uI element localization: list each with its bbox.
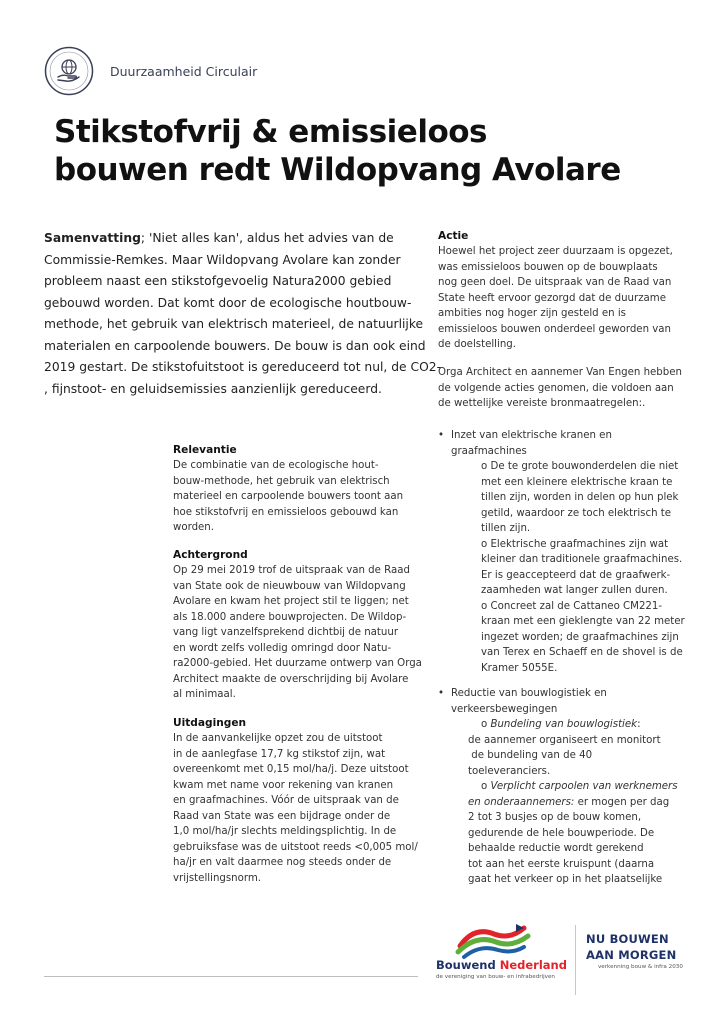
text-line: gebruiksfase was de uitstoot reeds <0,005 mol/ [173, 841, 418, 853]
text-line: getild, waardoor ze toch elektrisch te [481, 507, 672, 519]
text-line: ingezet worden; de graafmachines zijn [481, 631, 679, 643]
text-line: Kramer 5055E. [481, 662, 558, 674]
summary-line: 2019 gestart. De stikstofuitstoot is gereduceerd tot nul, de CO2- [44, 360, 442, 374]
category-label: Duurzaamheid Circulair [110, 64, 258, 79]
text-line: was emissieloos bouwen op de bouwplaats [438, 261, 658, 273]
sub-bullet-marker: o [481, 461, 488, 472]
brand-tagline: de vereniging van bouw- en infrabedrijven [436, 974, 555, 980]
text-line: kleiner dan traditionele graafmachines. [481, 554, 683, 565]
section-title: Relevantie [173, 444, 237, 456]
slogan-line: NU BOUWEN [586, 932, 669, 946]
brand-name: Bouwend [436, 958, 500, 972]
text-line: verkeersbewegingen [451, 703, 558, 715]
bullet-marker: • [438, 430, 445, 441]
text-line: overeenkomt met 0,15 mol/ha/j. Deze uitstoot [173, 764, 409, 775]
text-line: worden. [173, 522, 215, 533]
text-line: de doelstelling. [438, 339, 516, 350]
text-line: ambities nog hoger zijn gesteld en is [438, 308, 626, 319]
text-line: : [637, 719, 641, 730]
summary-line: gebouwd worden. Dat komt door de ecologische houtbouw- [44, 295, 412, 310]
text-line: de aannemer organiseert en monitort [468, 734, 661, 746]
text-line: De combinatie van de ecologische hout- [173, 460, 379, 471]
text-line: al minimaal. [173, 689, 236, 700]
text-line: van State ook de nieuwbouw van Wildopvang [173, 580, 406, 592]
text-line: Orga Architect en aannemer Van Engen hebben [438, 367, 682, 378]
section-actie [438, 229, 708, 353]
page-title [54, 113, 704, 189]
title-line: Stikstofvrij & emissieloos [54, 114, 487, 150]
text-line: Er is geaccepteerd dat de graafwerk- [481, 569, 671, 581]
footer-divider [44, 976, 418, 977]
section-achtergrond [173, 548, 422, 703]
logo-separator [575, 925, 576, 995]
italic-text: en onderaannemers: [468, 796, 575, 808]
text-line: tillen zijn, worden in delen op hun plek [481, 492, 679, 503]
summary-line: , fijnstoot- en geluidsemissies aanzienlijk gereduceerd. [44, 381, 382, 396]
nu-bouwen-logo [586, 932, 706, 970]
text-line: zaamheden wat langer zullen duren. [481, 585, 668, 596]
text-line: Concreet zal de Cattaneo CM221- [490, 600, 663, 612]
section-uitdagingen [173, 716, 418, 886]
brand-name-accent: Nederland [499, 958, 567, 972]
sub-bullet-marker: o [481, 600, 488, 612]
text-line: met een kleinere elektrische kraan te [481, 476, 673, 488]
sub-bullet-marker: o [481, 538, 488, 550]
text-line: 1,0 mol/ha/jr slechts meldingsplichtig. In de [173, 826, 397, 837]
text-line: van Terex en Schaeff en de shovel is de [481, 647, 683, 658]
section-relevantie [173, 443, 413, 536]
bouwend-nederland-logo-icon [454, 920, 534, 960]
text-line: behaalde reductie wordt gerekend [468, 843, 644, 854]
slogan-line: AAN MORGEN [586, 948, 677, 962]
bouwend-nederland-logo [436, 920, 566, 1000]
summary-line: probleem naast een stikstofgevoelig Natura2000 gebied [44, 274, 392, 288]
text-line: Raad van State was een bijdrage onder de [173, 810, 391, 822]
text-line: en wordt zelfs volledig omringd door Natu- [173, 642, 392, 654]
text-line: Reductie van bouwlogistiek en [451, 688, 607, 699]
summary-paragraph [44, 228, 442, 400]
sub-bullet-marker: o [481, 719, 488, 730]
text-line: Inzet van elektrische kranen en [451, 430, 612, 441]
text-line: tillen zijn. [481, 523, 531, 534]
text-line: en graafmachines. Vóór de uitspraak van de [173, 795, 399, 806]
text-line: 2 tot 3 busjes op de bouw komen, [468, 812, 642, 823]
text-line: Hoewel het project zeer duurzaam is opgezet, [438, 246, 673, 257]
text-line: In de aanvankelijke opzet zou de uitstoot [173, 733, 383, 744]
text-line: Elektrische graafmachines zijn wat [490, 538, 669, 550]
summary-line: methode, het gebruik van elektrisch materieel, de natuurlijke [44, 317, 424, 331]
text-line: materieel en carpoolende bouwers toont aan [173, 491, 404, 502]
globe-in-hand-icon [44, 46, 94, 96]
text-line: hoe stikstofvrij en emissieloos gebouwd kan [173, 506, 399, 518]
orga-paragraph [438, 365, 708, 412]
text-line: emissieloos bouwen onderdeel geworden van [438, 323, 671, 335]
summary-line: ; 'Niet alles kan', aldus het advies van de [140, 231, 394, 245]
text-line: gaat het verkeer op in het plaatselijke [468, 874, 663, 885]
text-line: tot aan het eerste kruispunt (daarna [468, 858, 655, 870]
text-line: State heeft ervoor gezorgd dat de duurzame [438, 292, 666, 304]
text-line: vrijstellingsnorm. [173, 872, 262, 884]
text-line: in de aanlegfase 17,7 kg stikstof zijn, wat [173, 748, 386, 760]
summary-line: Commissie-Remkes. Maar Wildopvang Avolare kan zonder [44, 252, 401, 267]
text-line: toeleveranciers. [468, 765, 551, 777]
text-line: de bundeling van de 40 [468, 750, 593, 761]
summary-lead: Samenvatting [44, 231, 141, 245]
section-title: Actie [438, 230, 469, 242]
text-line: Avolare en kwam het project stil te liggen; net [173, 596, 409, 607]
text-line: nog geen doel. De uitspraak van de Raad van [438, 277, 672, 288]
text-line: graafmachines [451, 445, 527, 457]
italic-text: Bundeling van bouwlogistiek [490, 719, 638, 730]
bullet-list-item [438, 686, 708, 888]
summary-line: materialen en carpoolende bouwers. De bouw is dan ook eind [44, 338, 426, 353]
italic-text: Verplicht carpoolen van werknemers [490, 781, 678, 792]
slogan-subtitle: verkenning bouw & infra 2030 [598, 964, 683, 970]
section-title: Achtergrond [173, 549, 248, 561]
text-line: de volgende acties genomen, die voldoen aan [438, 382, 674, 394]
title-line: bouwen redt Wildopvang Avolare [54, 152, 621, 188]
text-line: De te grote bouwonderdelen die niet [490, 461, 679, 472]
bullet-marker: • [438, 688, 445, 699]
text-line: er mogen per dag [574, 796, 670, 808]
text-line: ha/jr en valt daarmee nog steeds onder de [173, 857, 392, 868]
text-line: de wettelijke vereiste bronmaatregelen:. [438, 398, 646, 409]
text-line: gedurende de hele bouwperiode. De [468, 827, 655, 839]
text-line: ra2000-gebied. Het duurzame ontwerp van Orga [173, 658, 422, 669]
section-title: Uitdagingen [173, 717, 247, 729]
text-line: bouw-methode, het gebruik van elektrisch [173, 475, 390, 487]
text-line: kraan met een gieklengte van 22 meter [481, 616, 685, 627]
sub-bullet-marker: o [481, 781, 488, 792]
text-line: als 18.000 andere bouwprojecten. De Wildop- [173, 611, 407, 623]
text-line: vang ligt vanzelfsprekend dichtbij de natuur [173, 627, 399, 638]
text-line: Op 29 mei 2019 trof de uitspraak van de Raad [173, 565, 410, 576]
bullet-list-item [438, 428, 708, 676]
text-line: Architect maakte de overschrijding bij Avolare [173, 673, 409, 685]
text-line: kwam met name voor rekening van kranen [173, 779, 394, 791]
